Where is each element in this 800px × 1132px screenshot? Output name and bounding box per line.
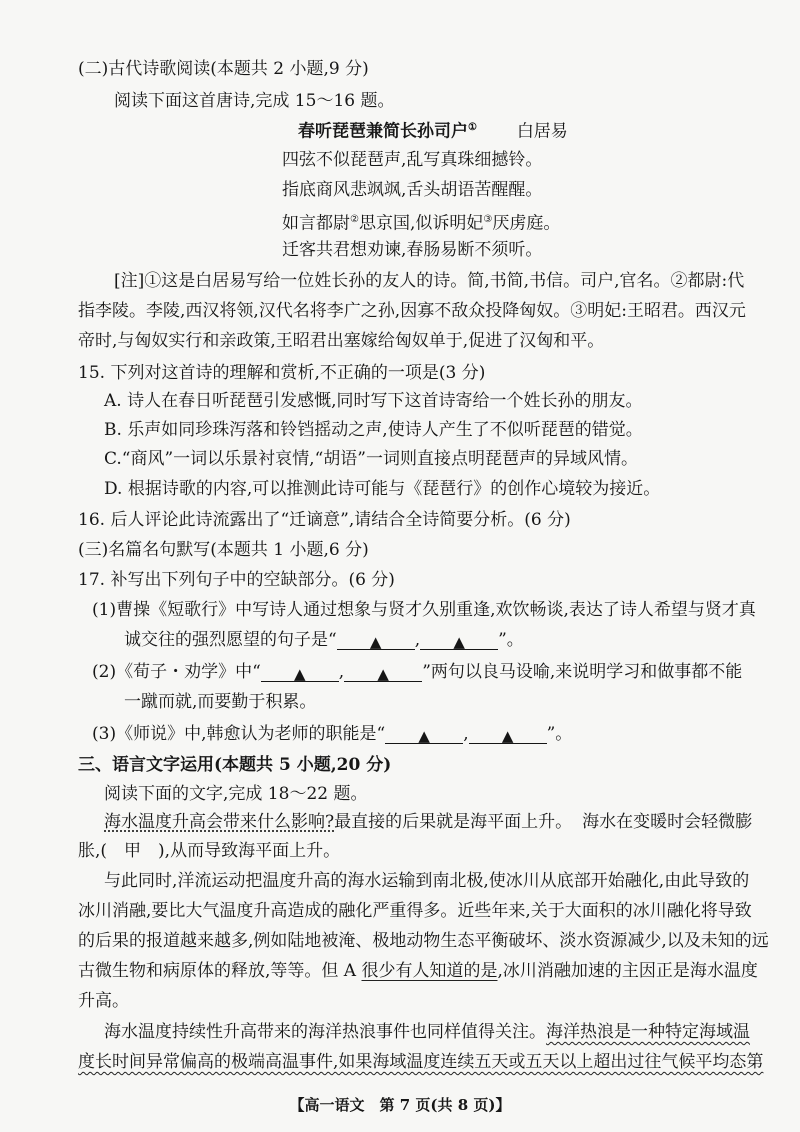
- question-17-sub1-line1: (1)曹操《短歌行》中写诗人通过想象与贤才久别重逢,欢饮畅谈,表达了诗人希望与贤才真: [92, 600, 756, 620]
- question-15-option-d: D. 根据诗歌的内容,可以推测此诗可能与《琵琶行》的创作心境较为接近。: [104, 479, 661, 499]
- blank-marker: ▲: [294, 665, 306, 683]
- poem-line-3-a: 如言都尉: [282, 213, 350, 234]
- answer-blank-5[interactable]: [385, 725, 463, 744]
- passage-p1-line1: [104, 811, 752, 833]
- question-15-option-c: C.“商风”一词以乐景衬哀情,“胡语”一词则直接点明琵琶声的异域风情。: [104, 449, 638, 469]
- poem-note-3-mark: ③: [483, 214, 493, 225]
- sub1-comma: ,: [414, 630, 421, 650]
- note-line-1: [注]①这是白居易写给一位姓长孙的友人的诗。简,书简,书信。司户,官名。②都尉:代: [114, 271, 745, 291]
- question-17-sub1-line2: [124, 629, 524, 651]
- poem-line-3: [282, 209, 560, 235]
- answer-blank-1[interactable]: [337, 631, 415, 650]
- underlined-phrase-a: 很少有人知道的是: [361, 961, 498, 981]
- underlined-question: 海水温度升高会带来什么影响?: [104, 812, 335, 832]
- blank-marker: ▲: [501, 727, 514, 745]
- passage-p2-a: 古微生物和病原体的释放,等等。但 A: [78, 961, 362, 981]
- question-17-sub3: [92, 723, 572, 745]
- poem-note-2-mark: ②: [350, 214, 359, 225]
- question-15-stem: 15. 下列对这首诗的理解和赏析,不正确的一项是(3 分): [78, 363, 486, 383]
- note-line-2: 指李陵。李陵,西汉将领,汉代名将李广之孙,因寡不敌众投降匈奴。③明妃:王昭君。西汉元: [78, 301, 746, 321]
- passage-p2-line5: 升高。: [78, 991, 129, 1011]
- passage-p3-line1: [104, 1021, 750, 1043]
- passage-p2-c: ,冰川消融加速的主因正是海水温度: [497, 961, 758, 981]
- question-17-stem: 17. 补写出下列句子中的空缺部分。(6 分): [78, 570, 395, 590]
- answer-blank-3[interactable]: [261, 663, 339, 682]
- note-line-3: 帝时,与匈奴实行和亲政策,王昭君出塞嫁给匈奴单于,促进了汉匈和平。: [78, 331, 605, 351]
- blank-marker: ▲: [369, 633, 382, 651]
- passage-p1-c: 海水在变暖时会轻微膨: [582, 812, 753, 832]
- passage-p2-line3: 的后果的报道越来越多,例如陆地被淹、极地动物生态平衡破坏、淡水资源减少,以及未知的远: [78, 931, 769, 951]
- question-15-option-a: A. 诗人在春日听琵琶引发感慨,同时写下这首诗寄给一个姓长孙的朋友。: [104, 391, 643, 411]
- passage-p2-line4: [78, 960, 758, 982]
- sub1-suffix: ”。: [498, 630, 524, 650]
- page-footer: 【高一语文 第 7 页(共 8 页)】: [289, 1096, 511, 1114]
- question-16: 16. 后人评论此诗流露出了“迁谪意”,请结合全诗简要分析。(6 分): [78, 510, 571, 530]
- sub2-suffix: ”两句以良马设喻,来说明学习和做事都不能: [422, 662, 743, 682]
- part-3-header: 三、语言文字运用(本题共 5 小题,20 分): [78, 755, 392, 775]
- poem-line-1: 四弦不似琵琶声,乱写真珠细撼铃。: [282, 150, 543, 170]
- answer-blank-6[interactable]: [469, 725, 547, 744]
- poem-author: 白居易: [516, 121, 568, 142]
- poem-line-3-c: 厌虏庭。: [492, 213, 561, 234]
- wavy-underlined-sentence: 海洋热浪是一种特定海域温: [546, 1022, 750, 1042]
- poem-line-2: 指底商风悲飒飒,舌头胡语苦醒醒。: [282, 180, 543, 200]
- passage-p3-a: 海水温度持续性升高带来的海洋热浪事件也同样值得关注。: [104, 1022, 546, 1042]
- passage-p1-b: 最直接的后果就是海平面上升。: [334, 812, 573, 832]
- section-header-recitation: (三)名篇名句默写(本题共 1 小题,6 分): [78, 540, 369, 560]
- poem-line-4: 迁客共君想劝谏,春肠易断不须听。: [282, 240, 543, 260]
- poem-title-note: ①: [468, 122, 477, 133]
- passage-intro: 阅读下面的文字,完成 18～22 题。: [104, 784, 368, 804]
- passage-p2-line2: 冰川消融,要比大气温度升高造成的融化严重得多。近些年来,关于大面积的冰川融化将导致: [78, 901, 752, 921]
- blank-marker: ▲: [453, 633, 465, 651]
- passage-p3-line2: [78, 1051, 763, 1073]
- passage-p2-line1: 与此同时,洋流运动把温度升高的海水运输到南北极,使冰川从底部开始融化,由此导致的: [104, 871, 750, 891]
- sub3-comma: ,: [463, 724, 469, 744]
- sub1-prefix: 诚交往的强烈愿望的句子是“: [124, 630, 337, 650]
- sub3-prefix: (3)《师说》中,韩愈认为老师的职能是“: [92, 724, 386, 744]
- poem-title-row: [298, 117, 568, 143]
- passage-p1-line2: 胀,( 甲 ),从而导致海平面上升。: [78, 841, 341, 861]
- blank-marker: ▲: [377, 665, 389, 683]
- sub2-prefix: (2)《荀子・劝学》中“: [92, 662, 261, 682]
- question-15-option-b: B. 乐声如同珍珠泻落和铃铛摇动之声,使诗人产生了不似听琵琶的错觉。: [104, 420, 643, 440]
- answer-blank-4[interactable]: [344, 663, 422, 682]
- poem-title: 春听琵琶兼简长孙司户: [298, 121, 468, 142]
- question-17-sub2-line2: 一蹴而就,而要勤于积累。: [124, 692, 317, 712]
- sub2-comma: ,: [338, 662, 345, 682]
- sub3-suffix: ”。: [546, 724, 573, 744]
- question-17-sub2-line1: [92, 661, 742, 683]
- blank-marker: ▲: [418, 727, 430, 745]
- section-header-poetry: (二)古代诗歌阅读(本题共 2 小题,9 分): [78, 59, 369, 79]
- wavy-underlined-line: 度长时间异常偏高的极端高温事件,如果海域温度连续五天或五天以上超出过往气候平均态第: [78, 1052, 764, 1072]
- poetry-intro: 阅读下面这首唐诗,完成 15～16 题。: [114, 91, 395, 111]
- poem-line-3-b: 思京国,似诉明妃: [358, 213, 484, 234]
- answer-blank-2[interactable]: [420, 631, 498, 650]
